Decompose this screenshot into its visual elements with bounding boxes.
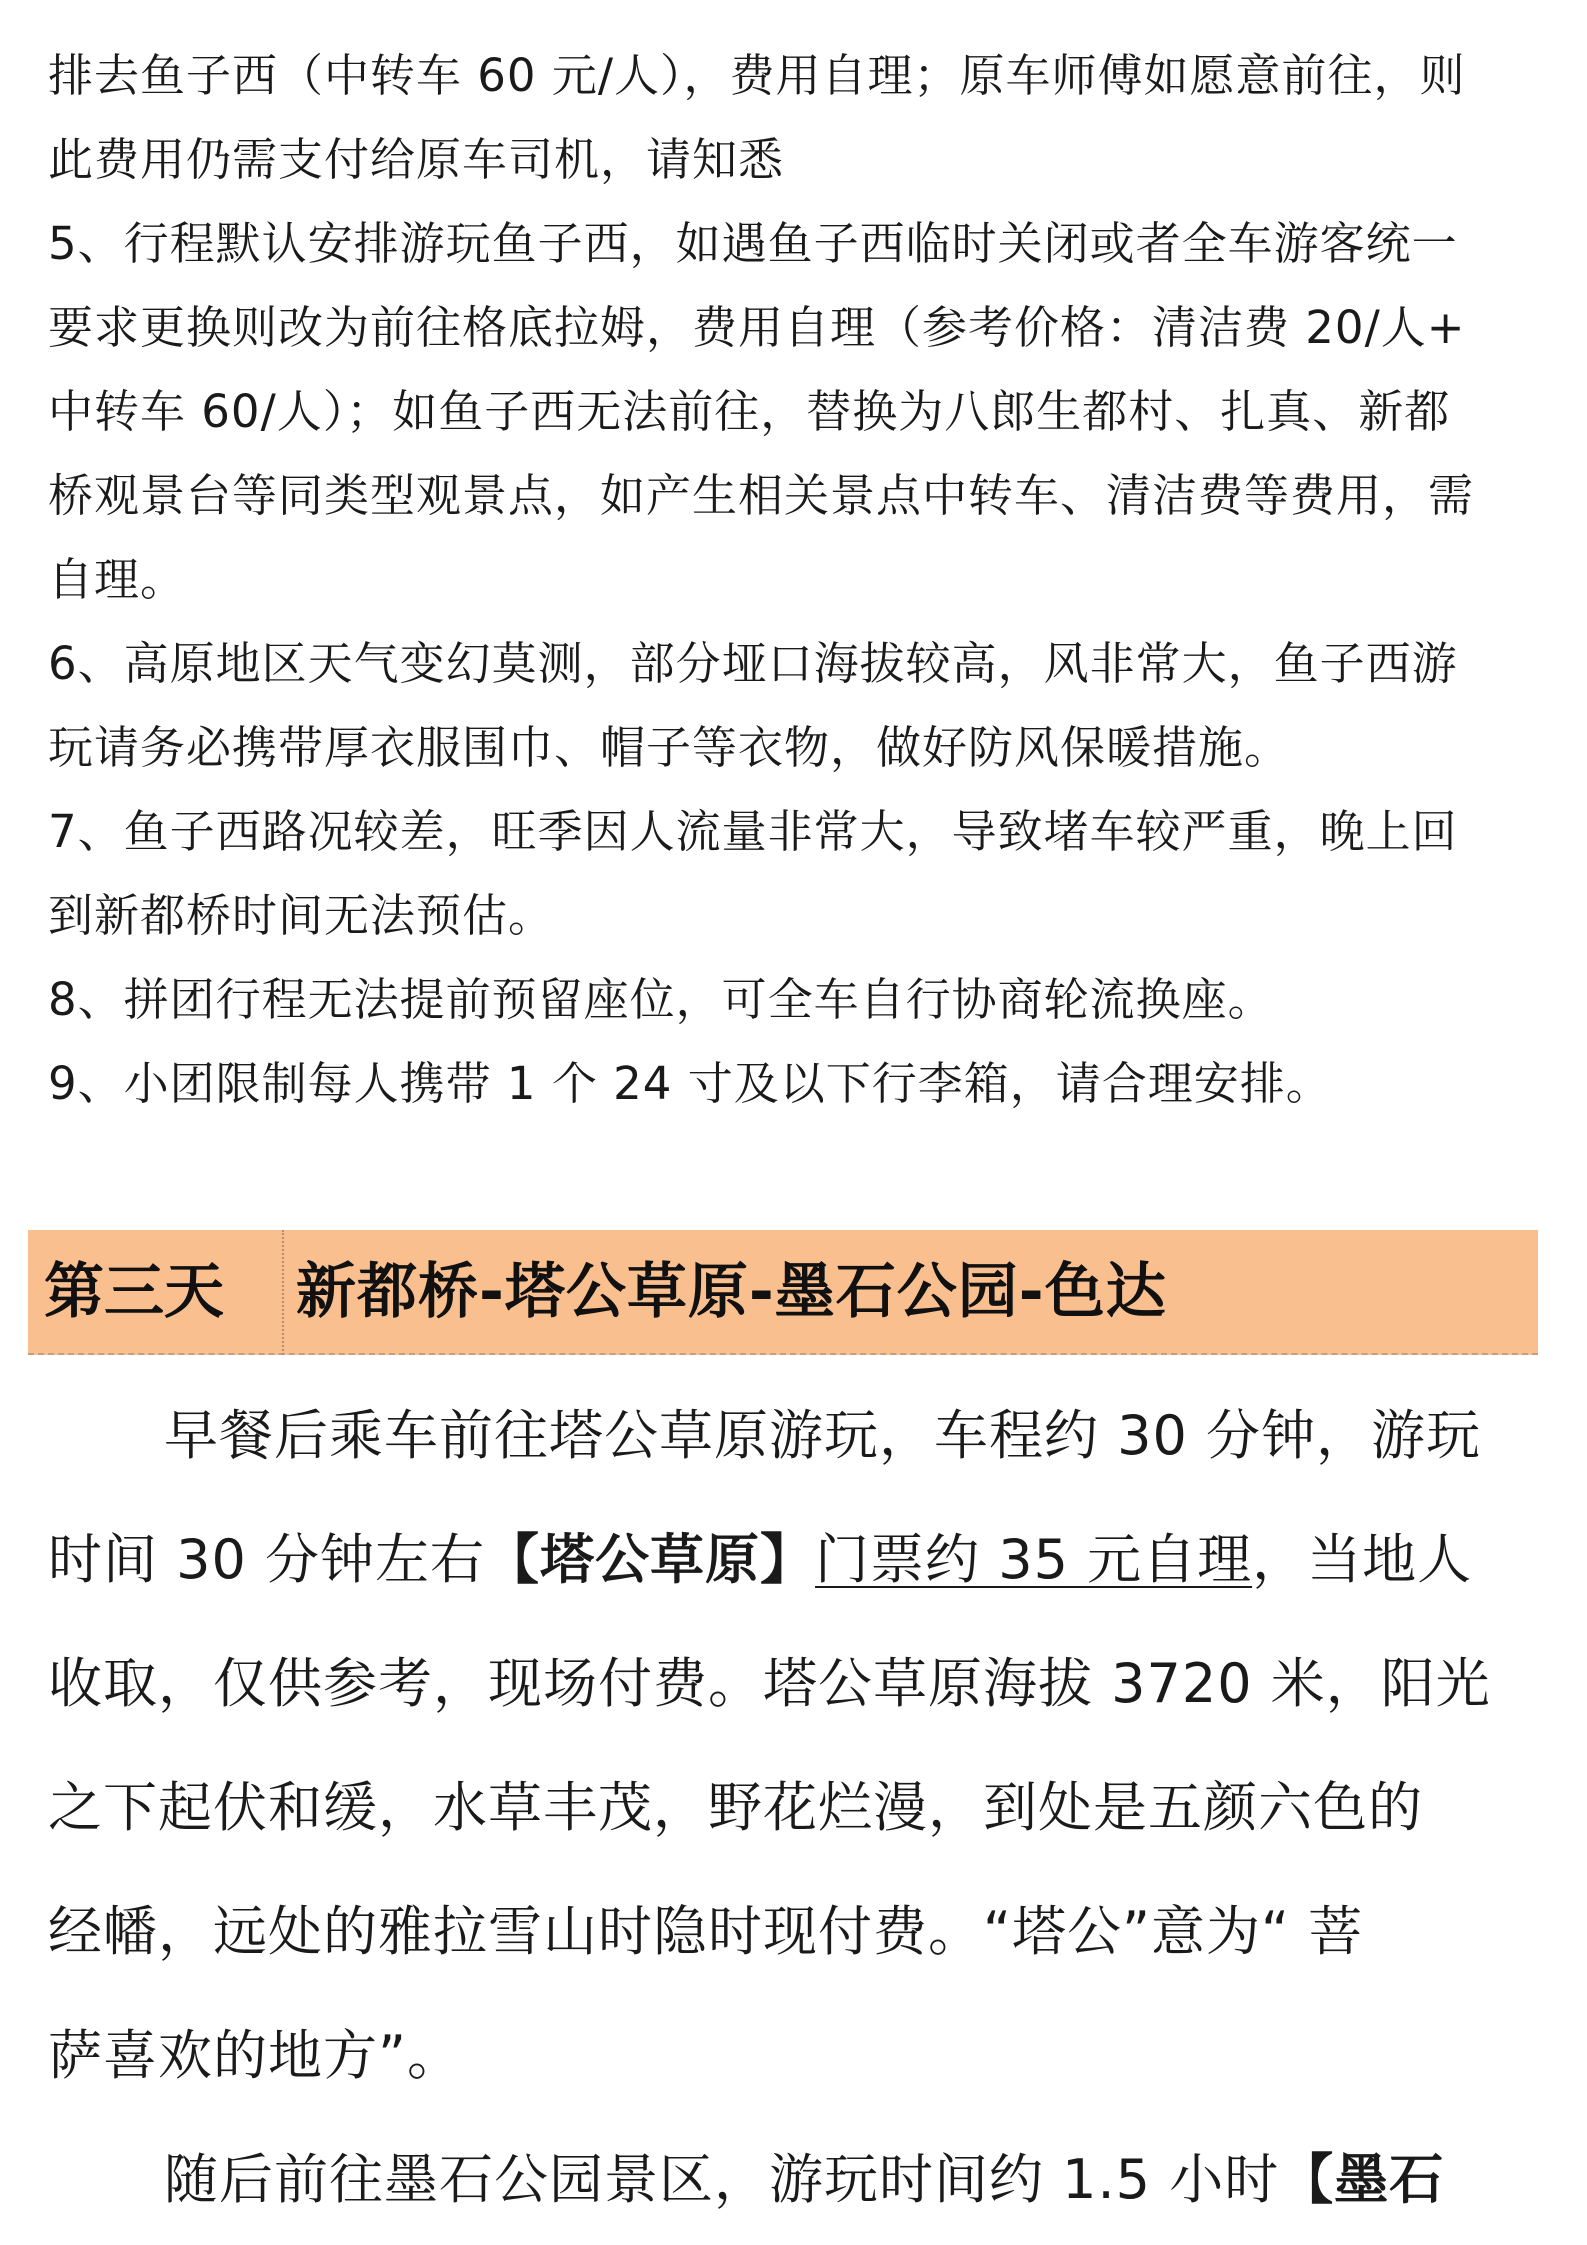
note-line: 到新都桥时间无法预估。 — [48, 889, 555, 942]
paragraph-line: 收取，仅供参考，现场付费。塔公草原海拔 3720 米，阳光 — [48, 1652, 1491, 1715]
paragraph-text: 随后前往墨石公园景区，游玩时间约 1.5 小时 — [164, 2148, 1280, 2211]
attraction-name: 【塔公草原】 — [485, 1528, 816, 1591]
day-description — [48, 1374, 1548, 2242]
paragraph-line — [48, 2118, 1548, 2242]
paragraph-line: 经幡，远处的雅拉雪山时隐时现付费。“塔公”意为“ 菩 — [48, 1900, 1364, 1963]
paragraph-text: ，当地人 — [1252, 1528, 1473, 1591]
paragraph-line: 之下起伏和缓，水草丰茂，野花烂漫，到处是五颜六色的 — [48, 1776, 1423, 1839]
note-line: 8、拼团行程无法提前预留座位，可全车自行协商轮流换座。 — [48, 973, 1274, 1026]
day-title: 新都桥-塔公草原-墨石公园-色达 — [296, 1257, 1167, 1327]
note-line: 9、小团限制每人携带 1 个 24 寸及以下行李箱，请合理安排。 — [48, 1057, 1332, 1110]
note-line: 中转车 60/人）；如鱼子西无法前往，替换为八郎生都村、扎真、新都 — [48, 385, 1451, 438]
paragraph-text: 早餐后乘车前往塔公草原游玩，车程约 30 分钟，游玩 — [164, 1404, 1482, 1467]
note-line: 要求更换则改为前往格底拉姆，费用自理（参考价格：清洁费 20/人+ — [48, 301, 1466, 354]
note-line: 此费用仍需支付给原车司机，请知悉 — [48, 133, 785, 186]
attraction-name: 【墨石 — [1279, 2148, 1445, 2211]
note-line: 玩请务必携带厚衣服围巾、帽子等衣物，做好防风保暖措施。 — [48, 721, 1291, 774]
day-header-divider — [282, 1230, 284, 1355]
day-header — [28, 1230, 1538, 1355]
paragraph-line — [48, 1498, 1548, 1622]
note-line: 5、行程默认安排游玩鱼子西，如遇鱼子西临时关闭或者全车游客统一 — [48, 217, 1458, 270]
note-line: 6、高原地区天气变幻莫测，部分垭口海拔较高，风非常大，鱼子西游 — [48, 637, 1458, 690]
paragraph-line — [48, 1374, 1548, 1498]
note-line: 桥观景台等同类型观景点，如产生相关景点中转车、清洁费等费用，需 — [48, 469, 1475, 522]
note-line: 7、鱼子西路况较差，旺季因人流量非常大，导致堵车较严重，晚上回 — [48, 805, 1458, 858]
notes-section — [48, 34, 1548, 1126]
paragraph-text: 时间 30 分钟左右 — [48, 1528, 486, 1591]
note-line: 自理。 — [48, 553, 187, 606]
ticket-price-note: 门票约 35 元自理 — [815, 1528, 1253, 1591]
day-label: 第三天 — [44, 1257, 224, 1327]
note-line: 排去鱼子西（中转车 60 元/人），费用自理；原车师傅如愿意前往，则 — [48, 49, 1466, 102]
paragraph-line: 萨喜欢的地方”。 — [48, 2024, 462, 2087]
